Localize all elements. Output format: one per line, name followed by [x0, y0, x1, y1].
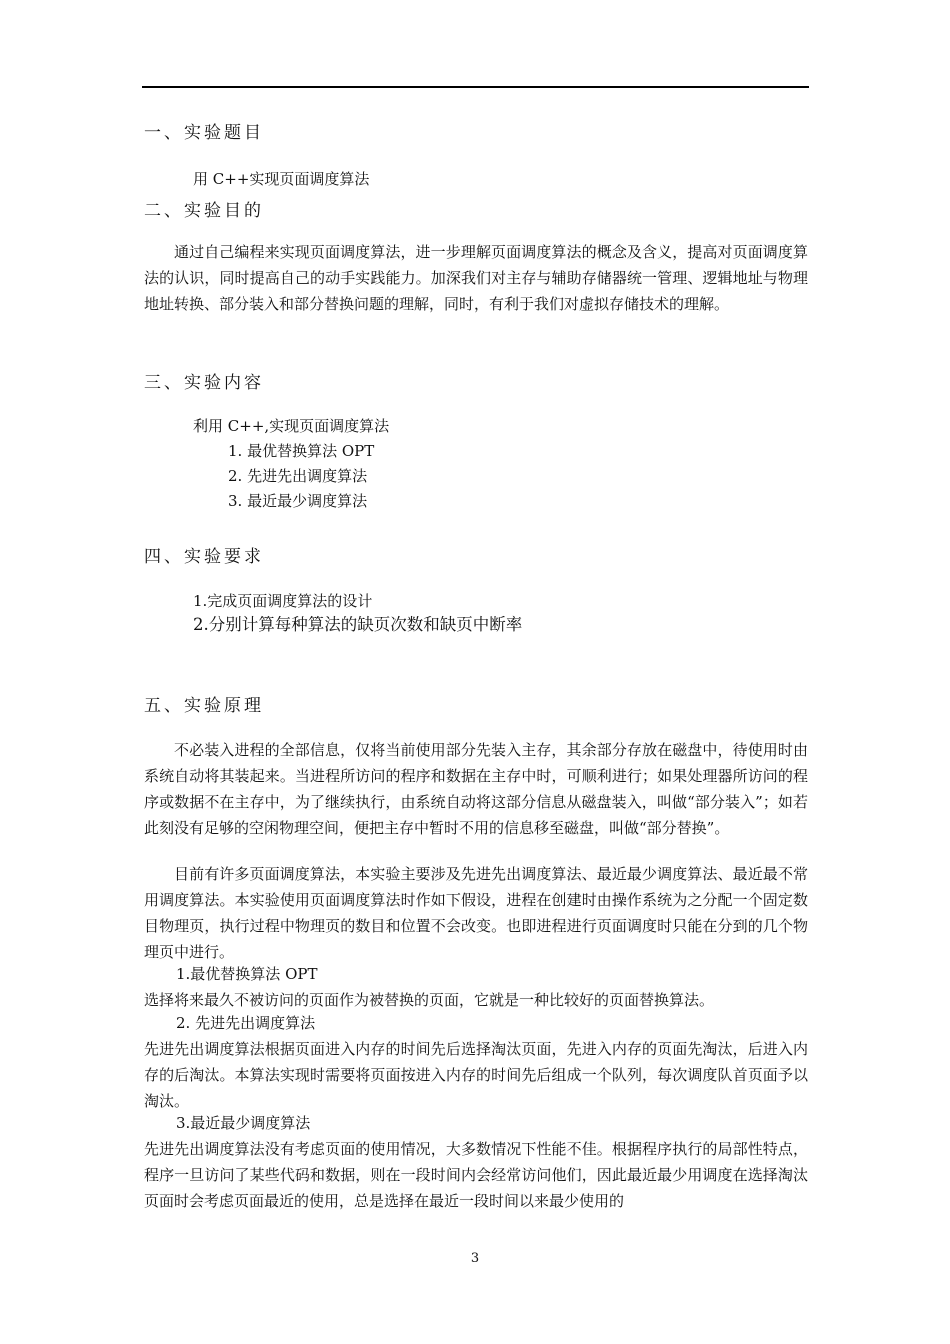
experiment-title-text: 用 C++实现页面调度算法 [193, 170, 370, 188]
header-rule [142, 86, 809, 88]
section-heading-principle: 五、实验原理 [144, 696, 264, 716]
section-heading-purpose: 二、实验目的 [144, 201, 264, 221]
algorithm-title-lru: 3.最近最少调度算法 [176, 1114, 311, 1132]
algorithm-desc-fifo: 先进先出调度算法根据页面进入内存的时间先后选择淘汰页面，先进入内存的页面先淘汰，后进入内存的后淘汰。本算法实现时需要将页面按进入内存的时间先后组成一个队列，每次调度队首页面予以淘汰。 [144, 1040, 808, 1110]
requirement-item: 2.分别计算每种算法的缺页次数和缺页中断率 [193, 615, 523, 634]
requirement-item: 1.完成页面调度算法的设计 [193, 592, 373, 610]
algorithm-title-fifo: 2. 先进先出调度算法 [176, 1014, 316, 1032]
content-intro: 利用 C++,实现页面调度算法 [193, 417, 390, 435]
principle-paragraph: 不必装入进程的全部信息，仅将当前使用部分先装入主存，其余部分存放在磁盘中，待使用时由系统自动将其装起来。当进程所访问的程序和数据在主存中时，可顺利进行；如果处理器所访问的程序或数据不在主存中，为了继续执行，由系统自动将这部分信息从磁盘装入，叫做“部分装入”；如若此刻没有足够的空闲物理空间，便把主存中暂时不用的信息移至磁盘，叫做“部分替换”。 [144, 741, 808, 837]
algorithm-desc-opt: 选择将来最久不被访问的页面作为被替换的页面，它就是一种比较好的页面替换算法。 [144, 991, 715, 1009]
content-item: 3. 最近最少调度算法 [228, 492, 368, 510]
section-heading-requirements: 四、实验要求 [144, 547, 264, 567]
content-item: 1. 最优替换算法 OPT [228, 442, 375, 460]
algorithm-desc-lru: 先进先出调度算法没有考虑页面的使用情况，大多数情况下性能不佳。根据程序执行的局部性特点，程序一旦访问了某些代码和数据，则在一段时间内会经常访问他们，因此最近最少用调度在选择淘汰页面时会考虑页面最近的使用，总是选择在最近一段时间以来最少使用的 [144, 1140, 808, 1210]
page-number: 3 [470, 1251, 480, 1266]
section-heading-content: 三、实验内容 [144, 373, 264, 393]
section-heading-title: 一、实验题目 [144, 123, 264, 143]
principle-paragraph: 目前有许多页面调度算法，本实验主要涉及先进先出调度算法、最近最少调度算法、最近最不常用调度算法。本实验使用页面调度算法时作如下假设，进程在创建时由操作系统为之分配一个固定数目物理页，执行过程中物理页的数目和位置不会改变。也即进程进行页面调度时只能在分到的几个物理页中进行。 [144, 865, 808, 961]
content-item: 2. 先进先出调度算法 [228, 467, 368, 485]
purpose-paragraph: 通过自己编程来实现页面调度算法，进一步理解页面调度算法的概念及含义，提高对页面调度算法的认识，同时提高自己的动手实践能力。加深我们对主存与辅助存储器统一管理、逻辑地址与物理地址转换、部分装入和部分替换问题的理解，同时，有利于我们对虚拟存储技术的理解。 [144, 243, 808, 313]
algorithm-title-opt: 1.最优替换算法 OPT [176, 965, 318, 983]
